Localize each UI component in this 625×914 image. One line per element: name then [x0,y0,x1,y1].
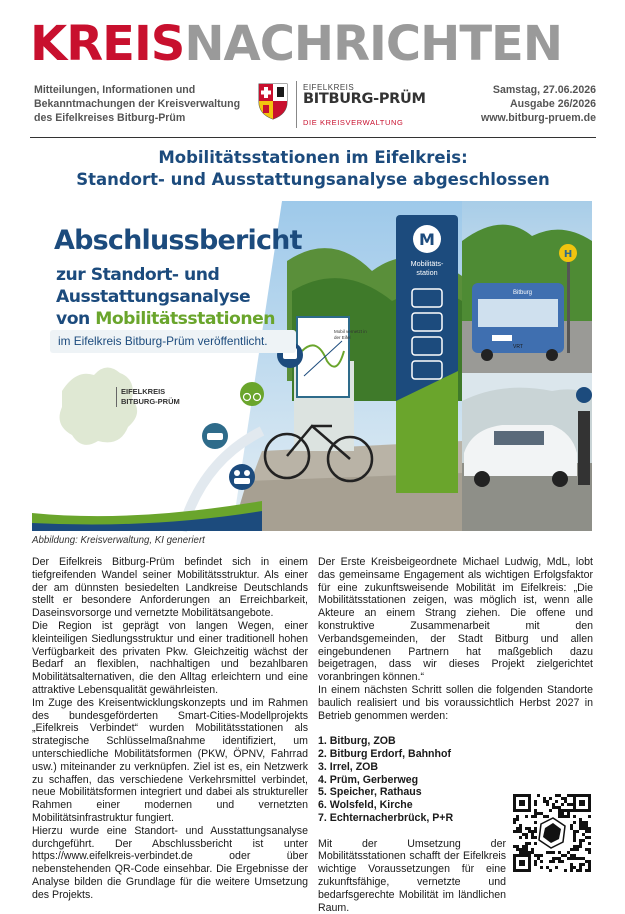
logo-divider [296,81,297,128]
article-column-left [32,556,308,902]
subtitle-line: Mitteilungen, Informationen und [34,84,196,96]
spacer [318,722,593,735]
bus-plate: VRT [513,344,523,350]
issue-date: Samstag, 27.06.2026 [492,84,596,96]
paragraph: Hierzu wurde eine Standort- und Ausstattungsanalyse durchgeführt. Der Abschlussbericht ist unter https://www.eifelkreis-verbindet.de oder über nebenstehenden QR-Code einsehbar. Die Ergebnisse der Analyse bilden die Grundlage für die weitere Umsetzung des Projekts. [32,824,308,901]
masthead-part-nachrichten: NACHRICHTEN [184,16,563,72]
list-item: 5. Speicher, Rathaus [318,786,422,799]
stele-label-line: station [416,268,438,277]
stele-label-line: Mobilitäts- [410,259,444,268]
paragraph: Im Zuge des Kreisentwicklungskonzepts und im Rahmen des bundesgeförderten Smart-Cities-Modellprojekts „Eifelkreis Verbindet“ wurden Mobilitätsstationen als strategische Schlüsselmaßnahme identifiziert, um unterschiedliche Mobilitätsformen (PKW, ÖPNV, Fahrrad usw.) miteinander zu verknüpfen. Ziel ist es, ein Netzwerk zu schaffen, das verschiedene Verkehrsmittel verbindet, neue Mobilitätsformen integriert und dabei als struktureller Rahmen einer modernen und vernetzten Mobilitätsinfrastruktur fungiert. [32,696,308,824]
image-caption: Abbildung: Kreisverwaltung, KI generiert [32,535,205,546]
issue-info [446,83,596,125]
bus-stop-letter: H [563,249,573,260]
image-subtitle-line: zur Standort- und [56,265,220,285]
stele-m-letter: M [419,230,435,249]
image-line-prefix: von [56,309,96,329]
article-headline [40,147,586,191]
bicycle-icon [240,382,264,406]
headline-line: Standort- und Ausstattungsanalyse abgeschlossen [76,170,550,189]
image-subtitle-line: Ausstattungsanalyse [56,287,251,307]
list-item: 6. Wolsfeld, Kirche [318,799,413,812]
list-item: 3. Irrel, ZOB [318,760,379,773]
image-org-line: EIFELKREIS [121,387,166,396]
logo-small-text: EIFELKREIS [303,83,355,92]
car-icon [202,423,228,449]
list-item: 2. Bitburg Erdorf, Bahnhof [318,747,452,760]
logo-tagline: DIE KREISVERWALTUNG [303,118,404,127]
website-link[interactable]: www.bitburg-pruem.de [481,112,596,124]
image-pill-text: im Eifelkreis Bitburg-Prüm veröffentlicht. [50,330,296,353]
paragraph: Die Region ist geprägt von langen Wegen, einer kleinteiligen Siedlungsstruktur und einer traditionell hohen Verfügbarkeit des privaten Pkw. Gleichzeitig wächst der Bedarf an flexiblen, nachhaltigen und bezahlbaren Mobilitätsalternativen, die den Alltag erleichtern und eine attraktive Lebensqualität gewährleisten. [32,619,308,696]
list-item: 4. Prüm, Gerberweg [318,773,419,786]
masthead-title [30,14,596,74]
issue-number: Ausgabe 26/2026 [510,98,596,110]
paragraph: Der Eifelkreis Bitburg-Prüm befindet sich in einem tiefgreifenden Wandel seiner Mobilitätsstruktur. Als einer der am dünnsten besiedelten Landkreise Deutschlands stellt er besondere Anforderungen an Erreichbarkeit, Daseinsvorsorge und vernetzte Mobilitätsangebote. [32,556,308,620]
subtitle-line: Bekanntmachungen der Kreisverwaltung [34,98,241,110]
logo-main-text: BITBURG-PRÜM [303,91,426,107]
masthead-subtitle [34,83,254,125]
qr-code-icon[interactable] [511,792,593,874]
image-org-line: BITBURG-PRÜM [121,397,180,406]
list-item: 1. Bitburg, ZOB [318,735,396,748]
info-board-text: Mobil vernetzt in der Eifel [334,329,367,340]
paragraph: Der Erste Kreisbeigeordnete Michael Ludwig, MdL, lobt das gemeinsame Engagement als wichtigen Erfolgsfaktor für eine zukunftsweisende Mobilität im Eifelkreis: „Die Mobilitätsstationen zeigen, was möglich ist, wenn alle Akteure an einem Strang ziehen. Die offene und konstruktive Zusammenarbeit mit den Verbandsgemeinden, der Stadt Bitburg und allen eingebundenen Partnern hat maßgeblich dazu beigetragen, dass wir dieses Projekt zielgerichtet voranbringen können.“ [318,556,593,684]
image-title: Abschlussbericht [54,225,302,256]
district-logo [255,80,425,132]
paragraph: In einem nächsten Schritt sollen die folgenden Standorte baulich realisiert und bis voraussichtlich Herbst 2027 in Betrieb genommen werden: [318,683,593,722]
bus-destination: Bitburg [513,290,533,296]
image-subtitle-line [56,309,275,329]
article-image [32,201,592,531]
subtitle-line: des Eifelkreises Bitburg-Prüm [34,112,186,124]
masthead-part-kreis: KREIS [30,16,185,72]
people-icon [229,464,255,490]
headline-line: Mobilitätsstationen im Eifelkreis: [158,148,468,167]
image-org-label [116,387,180,407]
list-item: 7. Echternacherbrück, P+R [318,811,454,824]
coat-of-arms-icon [257,82,289,120]
image-highlight: Mobilitätsstationen [95,309,275,329]
header-divider [30,137,596,138]
stele-label [399,259,455,277]
closing-paragraph: Mit der Umsetzung der Mobilitätsstationen schafft der Eifelkreis wichtige Voraussetzungen für eine zukunftsfähige, vernetzte und bedarfsgerechte Mobilität im ländlichen Raum. [318,837,506,914]
